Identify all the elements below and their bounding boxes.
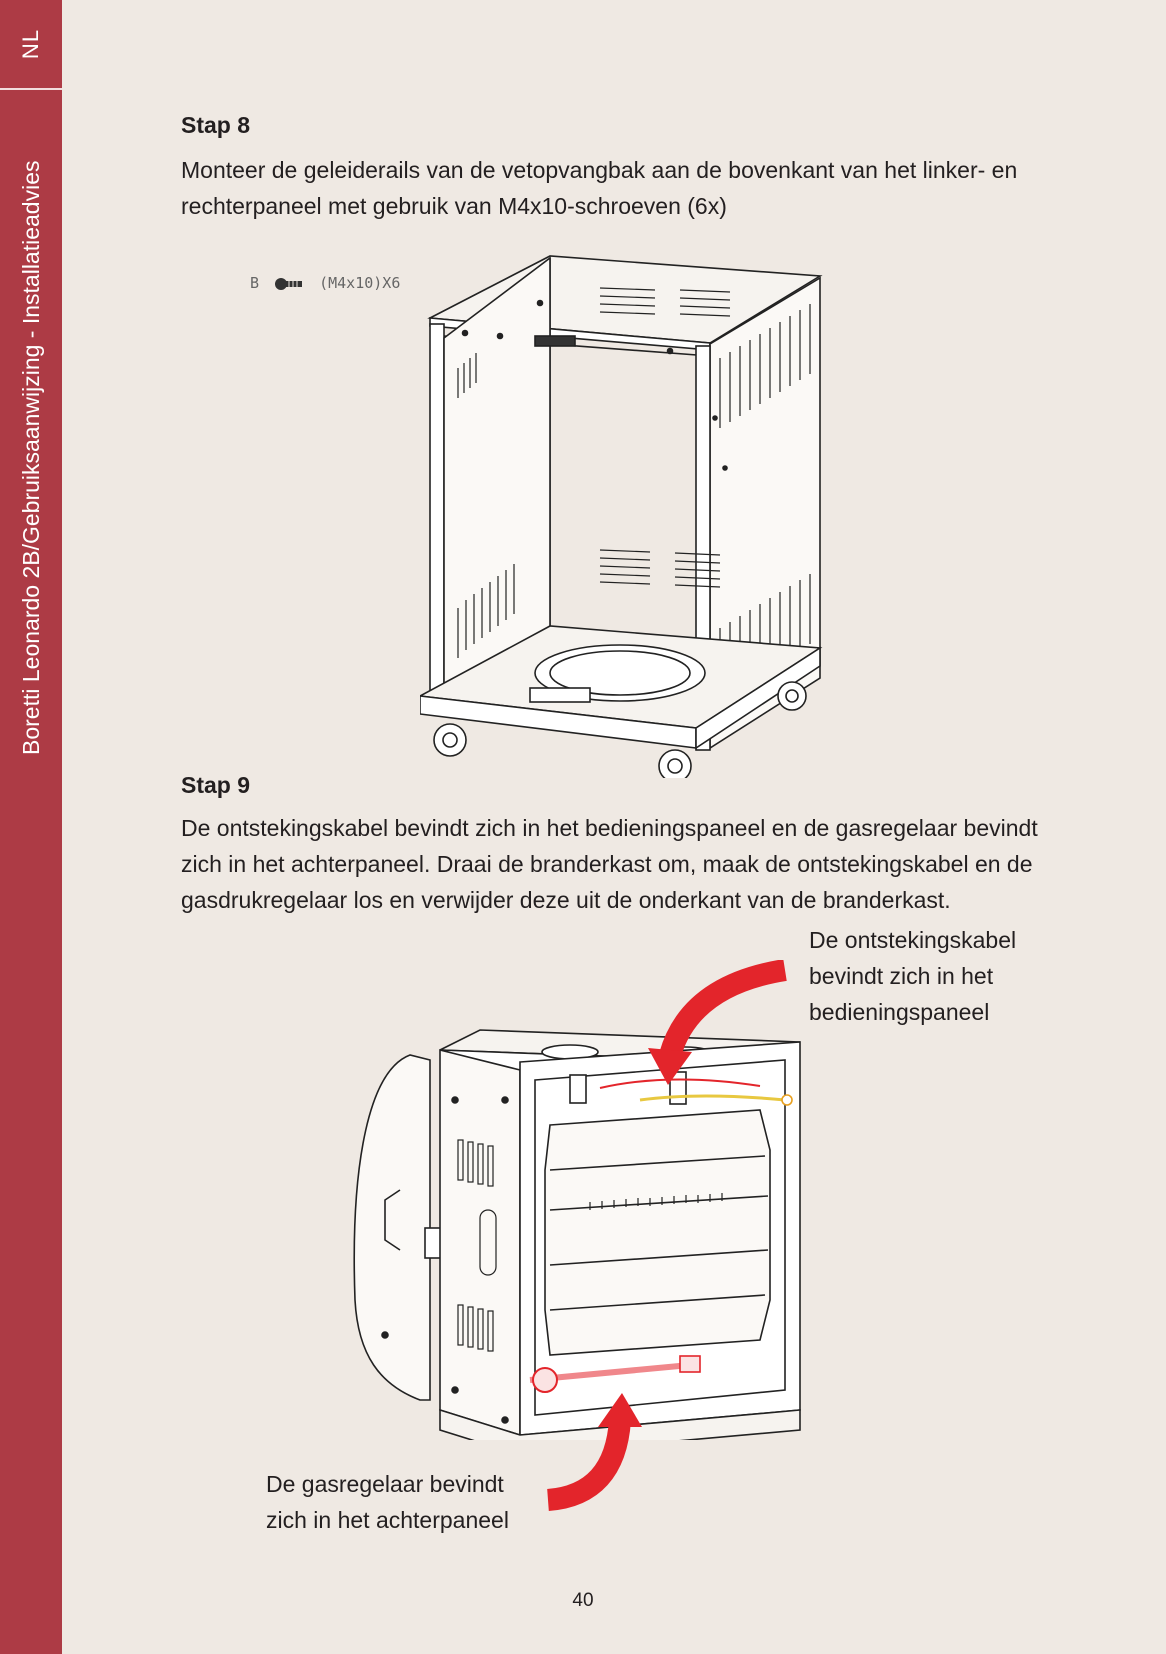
arrow-to-gas-regulator	[540, 1385, 660, 1520]
cart-frame-diagram	[420, 248, 860, 778]
document-title: Boretti Leonardo 2B/Gebruiksaanwijzing - Installatieadvies	[18, 160, 44, 755]
parts-label: (M4x10)X6	[319, 274, 401, 292]
callout-gas-line-2: zich in het achterpaneel	[266, 1507, 509, 1533]
parts-legend	[250, 274, 400, 292]
step9-text: De ontstekingskabel bevindt zich in het bedieningspaneel en de gasregelaar bevindt zich in het achterpaneel. Draai de branderkast om, maak de ontstekingskabel en de gasdrukregelaar los en verwijder deze uit de onderkant van de branderkast.	[181, 815, 1038, 913]
step8-heading: Stap 8	[181, 112, 251, 138]
screw-icon	[274, 276, 304, 292]
language-label: NL	[18, 28, 43, 60]
callout-ignition-line-1: De ontstekingskabel	[809, 927, 1017, 953]
step8-text: Monteer de geleiderails van de vetopvangbak aan de bovenkant van het linker- en rechterpaneel met gebruik van M4x10-schroeven (6x)	[181, 157, 1018, 219]
callout-ignition-cable	[809, 922, 1016, 1030]
callout-ignition-line-2: bevindt zich in het	[809, 963, 994, 989]
callout-ignition-line-3: bedieningspaneel	[809, 999, 990, 1025]
page-number: 40	[572, 1590, 594, 1611]
language-tab	[0, 0, 62, 90]
step9-heading: Stap 9	[181, 772, 251, 798]
callout-gas-regulator	[266, 1466, 509, 1538]
callout-gas-line-1: De gasregelaar bevindt	[266, 1471, 504, 1497]
parts-letter: B	[250, 274, 260, 292]
sidebar	[0, 0, 62, 1654]
arrow-to-ignition-cable	[540, 960, 800, 1090]
